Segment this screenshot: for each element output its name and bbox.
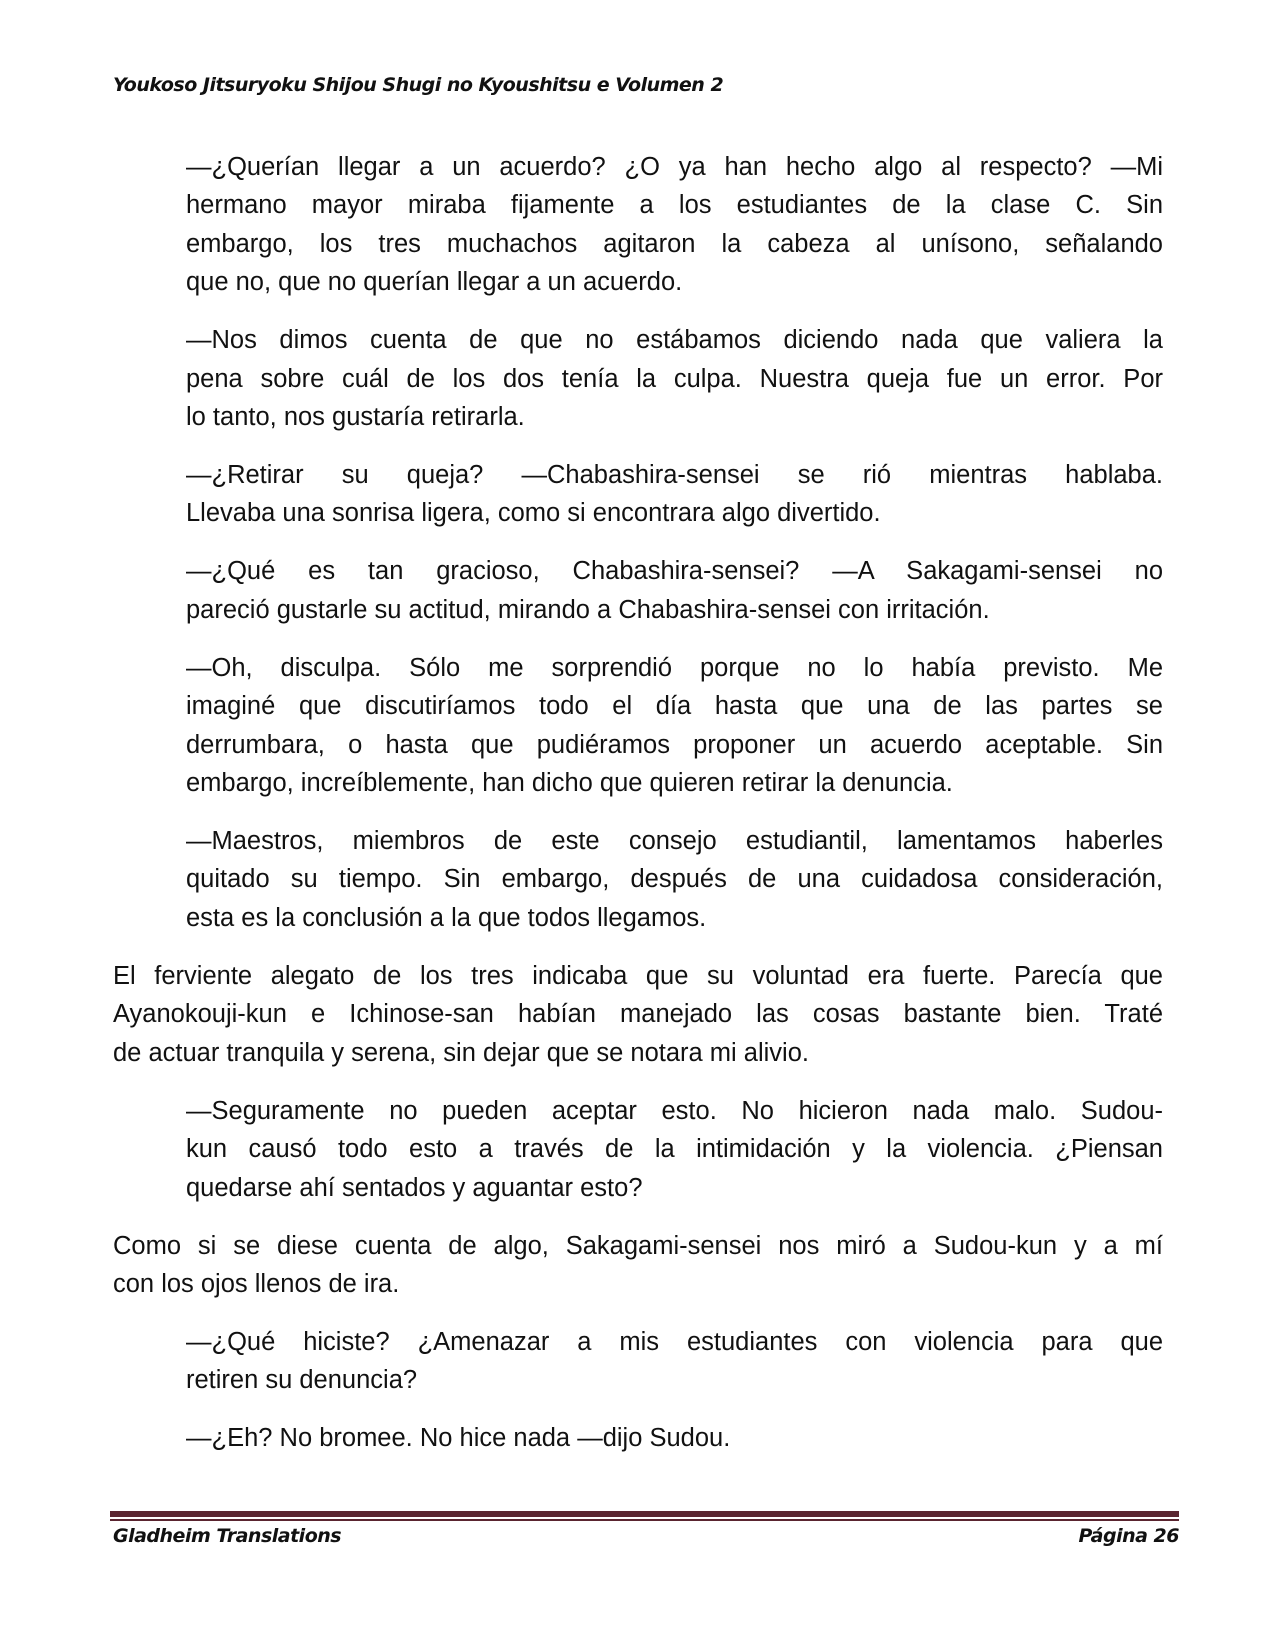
text-line: Como si se diese cuenta de algo, Sakagami-sensei nos miró a Sudou-kun y a mí [113, 1231, 1163, 1260]
text-line: kun causó todo esto a través de la intimidación y la violencia. ¿Piensan [186, 1135, 1163, 1164]
text-line: —Seguramente no pueden aceptar esto. No hicieron nada malo. Sudou- [186, 1096, 1163, 1125]
dialogue-paragraph [186, 1419, 1163, 1457]
text-line: retiren su denuncia? [186, 1366, 418, 1395]
text-line: Ayanokouji-kun e Ichinose-san habían manejado las cosas bastante bien. Traté [113, 1000, 1163, 1029]
page-number: Página 26 [1078, 1525, 1179, 1547]
text-line: embargo, increíblemente, han dicho que quieren retirar la denuncia. [186, 769, 953, 798]
text-line: con los ojos llenos de ira. [113, 1269, 400, 1298]
dialogue-paragraph [186, 321, 1163, 436]
text-line: que no, que no querían llegar a un acuerdo. [186, 268, 683, 297]
dialogue-paragraph [186, 822, 1163, 937]
text-line: —Oh, disculpa. Sólo me sorprendió porque no lo había previsto. Me [186, 653, 1163, 682]
dialogue-paragraph [186, 148, 1163, 302]
text-line: —¿Eh? No bromee. No hice nada —dijo Sudou. [186, 1424, 731, 1453]
footer-rule [110, 1511, 1179, 1517]
narration-paragraph [113, 1227, 1163, 1304]
text-line: Llevaba una sonrisa ligera, como si encontrara algo divertido. [186, 499, 881, 528]
text-line: imaginé que discutiríamos todo el día hasta que una de las partes se [186, 692, 1163, 721]
text-line: quitado su tiempo. Sin embargo, después de una cuidadosa consideración, [186, 865, 1163, 894]
text-line: de actuar tranquila y serena, sin dejar que se notara mi alivio. [113, 1038, 809, 1067]
text-line: —¿Retirar su queja? —Chabashira-sensei se rió mientras hablaba. [186, 461, 1163, 490]
text-line: esta es la conclusión a la que todos llegamos. [186, 903, 707, 932]
dialogue-paragraph [186, 1092, 1163, 1207]
dialogue-paragraph [186, 1323, 1163, 1400]
dialogue-paragraph [186, 456, 1163, 533]
dialogue-paragraph [186, 649, 1163, 803]
text-line: quedarse ahí sentados y aguantar esto? [186, 1173, 643, 1202]
text-line: hermano mayor miraba fijamente a los estudiantes de la clase C. Sin [186, 191, 1163, 220]
running-header: Youkoso Jitsuryoku Shijou Shugi no Kyoushitsu e Volumen 2 [113, 74, 724, 96]
text-line: lo tanto, nos gustaría retirarla. [186, 403, 525, 432]
page-body [113, 148, 1163, 1477]
footer-publisher: Gladheim Translations [113, 1525, 342, 1547]
text-line: El ferviente alegato de los tres indicaba que su voluntad era fuerte. Parecía que [113, 961, 1163, 990]
text-line: —Nos dimos cuenta de que no estábamos diciendo nada que valiera la [186, 326, 1163, 355]
text-line: pena sobre cuál de los dos tenía la culpa. Nuestra queja fue un error. Por [186, 364, 1163, 393]
text-line: —¿Qué es tan gracioso, Chabashira-sensei? —A Sakagami-sensei no [186, 557, 1163, 586]
narration-paragraph [113, 957, 1163, 1072]
text-line: —Maestros, miembros de este consejo estudiantil, lamentamos haberles [186, 827, 1163, 856]
dialogue-paragraph [186, 552, 1163, 629]
footer-rule-thin [110, 1519, 1179, 1521]
text-line: —¿Qué hiciste? ¿Amenazar a mis estudiantes con violencia para que [186, 1327, 1163, 1356]
text-line: derrumbara, o hasta que pudiéramos proponer un acuerdo aceptable. Sin [186, 730, 1163, 759]
text-line: —¿Querían llegar a un acuerdo? ¿O ya han hecho algo al respecto? —Mi [186, 153, 1163, 181]
text-line: embargo, los tres muchachos agitaron la cabeza al unísono, señalando [186, 229, 1163, 258]
text-line: pareció gustarle su actitud, mirando a Chabashira-sensei con irritación. [186, 595, 990, 624]
